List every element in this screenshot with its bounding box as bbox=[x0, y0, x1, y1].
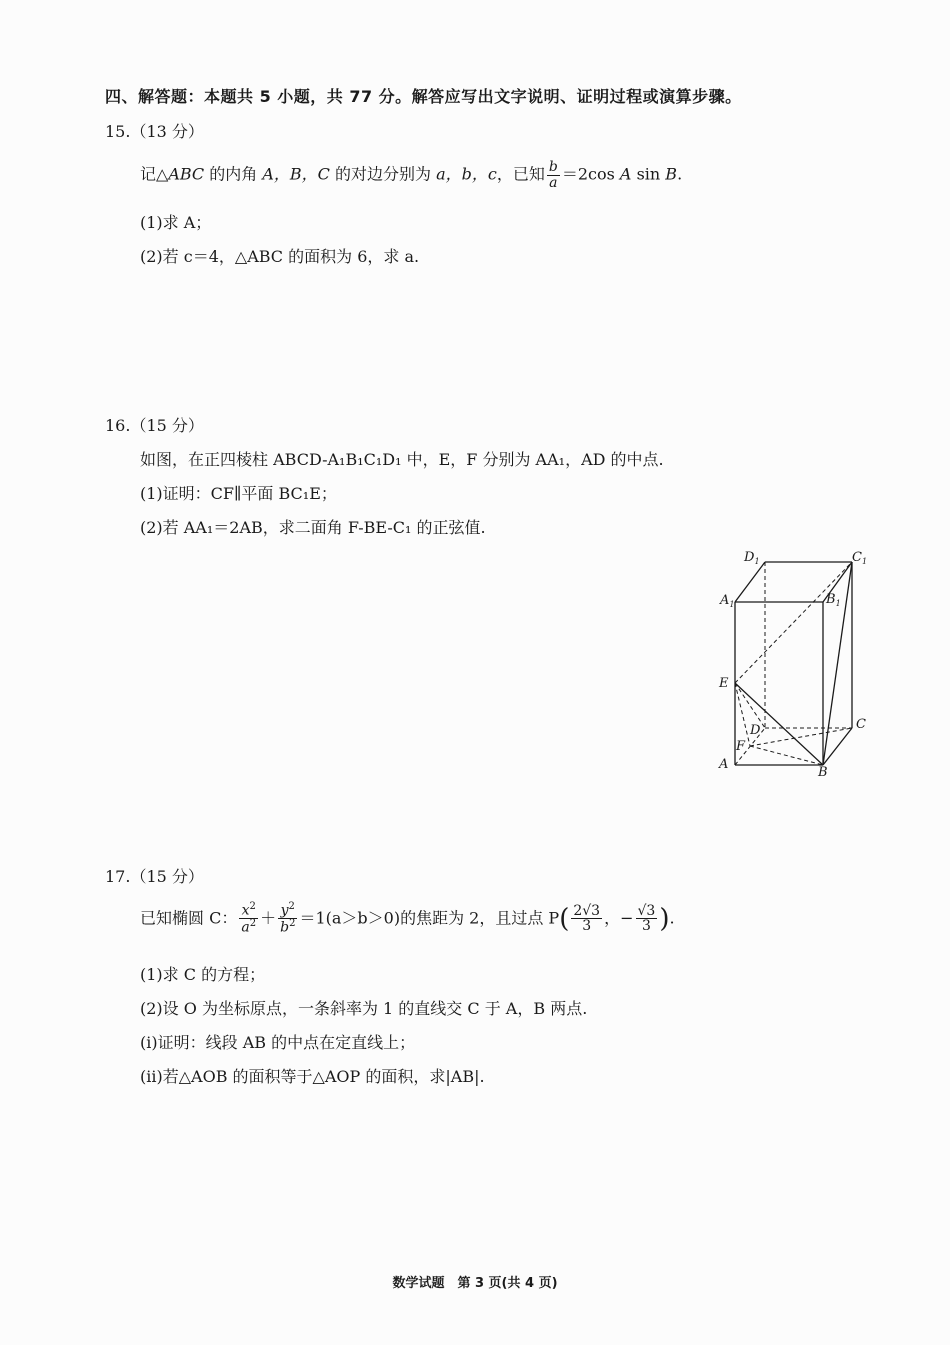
q17-eq1: ＝1(a＞b＞0)的焦距为 2，且过点 P bbox=[299, 908, 560, 928]
q15-stem-sin: sin bbox=[631, 164, 666, 184]
section-heading: 四、解答题：本题共 5 小题，共 77 分。解答应写出文字说明、证明过程或演算步骤。 bbox=[105, 87, 742, 106]
label-B: B bbox=[818, 765, 828, 780]
label-D1: $D_1$ bbox=[744, 550, 760, 566]
q17-part2i: (ⅰ)证明：线段 AB 的中点在定直线上； bbox=[140, 1033, 416, 1052]
q15-stem-end: . bbox=[677, 164, 683, 184]
label-D: D bbox=[750, 723, 761, 738]
prism-figure bbox=[700, 540, 890, 790]
q15-stem-eq: ＝2cos bbox=[561, 164, 620, 184]
q17-comma: ，− bbox=[604, 908, 634, 928]
q15-stem-mid: 的内角 bbox=[204, 164, 263, 184]
q15-stem-A: A bbox=[619, 164, 632, 184]
q17-part2: (2)设 O 为坐标原点，一条斜率为 1 的直线交 C 于 A，B 两点. bbox=[140, 999, 588, 1018]
q15-frac-den: a bbox=[549, 174, 558, 191]
q17-stem: 已知椭圆 C： $\frac{x^2}{a^2}$ ＋ $\frac{y^2}{b^2}$ ＝1(a＞b＞0)的焦距为 2，且过点 P( $\frac{2√3}{3}$ ，− $\frac{√3}{3}$ ). bbox=[140, 901, 675, 936]
q17-frac-y: $\frac{y^2}{b^2}$ bbox=[280, 901, 296, 936]
q17-part1: (1)求 C 的方程； bbox=[140, 965, 266, 984]
q15-number: 15.（13 分） bbox=[105, 122, 204, 141]
q15-stem-mid2: 的对边分别为 bbox=[329, 164, 437, 184]
q17-frac-py: $\frac{√3}{3}$ bbox=[637, 902, 656, 935]
q17-stem-end: . bbox=[669, 908, 675, 928]
label-A1: $A_1$ bbox=[720, 593, 735, 609]
label-E: E bbox=[719, 676, 729, 691]
q15-stem-angles: A，B，C bbox=[262, 164, 330, 184]
label-C1: $C_1$ bbox=[852, 550, 868, 566]
q17-stem-prefix: 已知椭圆 C： bbox=[140, 908, 238, 928]
q17-plus: ＋ bbox=[260, 908, 277, 928]
q16-part2: (2)若 AA₁＝2AB，求二面角 F-BE-C₁ 的正弦值. bbox=[140, 518, 486, 537]
q15-part2: (2)若 c＝4，△ABC 的面积为 6，求 a. bbox=[140, 247, 420, 266]
q16-stem: 如图，在正四棱柱 ABCD-A₁B₁C₁D₁ 中，E，F 分别为 AA₁，AD 的中点. bbox=[140, 450, 664, 469]
q16-part1: (1)证明：CF∥平面 BC₁E； bbox=[140, 484, 337, 503]
label-A: A bbox=[719, 757, 729, 772]
q15-frac-num: b bbox=[548, 159, 558, 175]
label-C: C bbox=[856, 717, 866, 732]
q15-stem-mid3: ，已知 bbox=[496, 164, 545, 184]
label-F: F bbox=[736, 739, 746, 754]
q15-part1: (1)求 A； bbox=[140, 213, 212, 232]
q15-fraction bbox=[547, 160, 560, 190]
q15-stem bbox=[140, 160, 682, 190]
q17-part2ii: (ⅱ)若△AOB 的面积等于△AOP 的面积，求|AB|. bbox=[140, 1067, 485, 1086]
q15-stem-prefix: 记△ bbox=[140, 164, 169, 184]
q15-stem-sides: a，b，c bbox=[436, 164, 497, 184]
label-B1: $B_1$ bbox=[826, 592, 841, 608]
q17-number: 17.（15 分） bbox=[105, 867, 204, 886]
q15-stem-B: B bbox=[665, 164, 678, 184]
q16-number: 16.（15 分） bbox=[105, 416, 204, 435]
page-footer: 数学试题 第 3 页(共 4 页) bbox=[392, 1276, 558, 1291]
q15-stem-tri: ABC bbox=[168, 164, 205, 184]
q17-frac-px: $\frac{2√3}{3}$ bbox=[573, 902, 601, 935]
q17-frac-x: $\frac{x^2}{a^2}$ bbox=[241, 901, 257, 936]
